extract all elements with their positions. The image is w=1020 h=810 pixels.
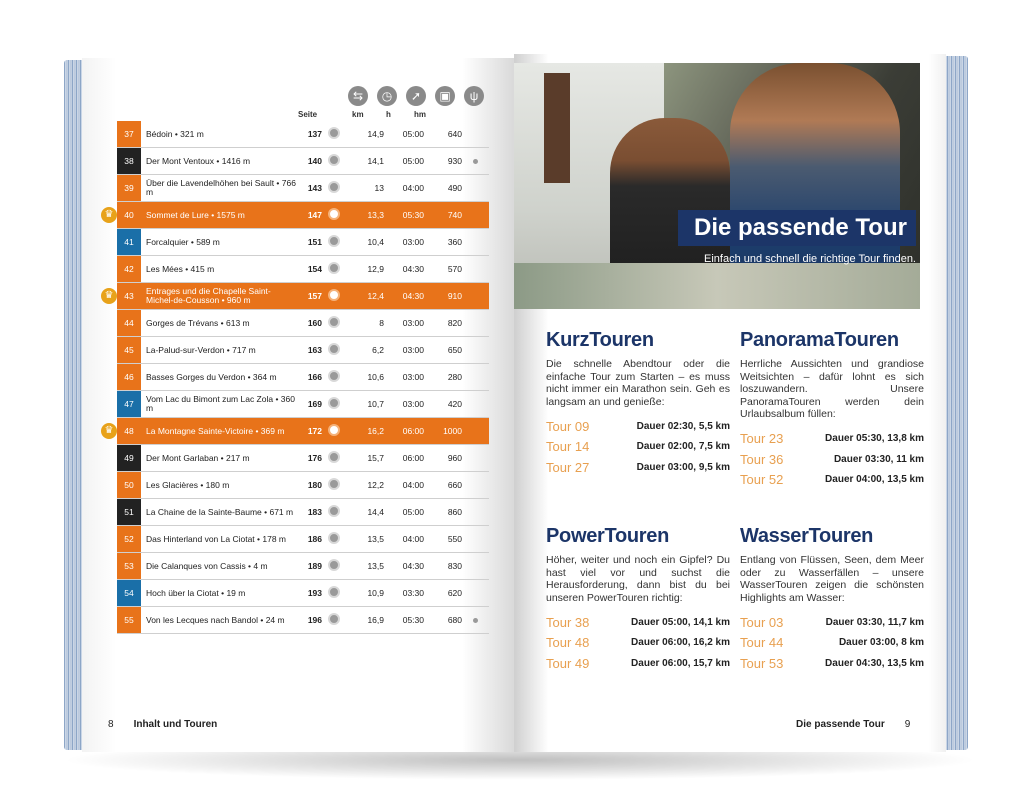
tour-elevation: 620 bbox=[424, 580, 462, 607]
tour-hours: 04:00 bbox=[384, 175, 424, 202]
route-icon bbox=[322, 202, 346, 229]
section-title: WasserTouren bbox=[740, 525, 874, 547]
tour-km: 15,7 bbox=[346, 445, 384, 472]
cutlery-icon: ψ bbox=[464, 86, 484, 106]
tour-name: Gorges de Trévans • 613 m bbox=[141, 310, 296, 337]
footer-left bbox=[108, 719, 217, 730]
tour-item[interactable] bbox=[546, 457, 730, 478]
section-powertouren bbox=[546, 525, 730, 674]
route-icon bbox=[328, 532, 340, 544]
tour-list bbox=[740, 612, 924, 674]
header-icons bbox=[348, 86, 484, 108]
route-icon bbox=[328, 370, 340, 382]
extra-marker bbox=[462, 445, 489, 472]
route-icon bbox=[328, 586, 340, 598]
tour-number: 46 bbox=[117, 364, 141, 391]
tour-hours: 03:00 bbox=[384, 391, 424, 418]
route-icon bbox=[328, 181, 340, 193]
route-icon bbox=[322, 310, 346, 337]
tour-hours: 03:00 bbox=[384, 364, 424, 391]
footer-title-right: Die passende Tour bbox=[796, 719, 885, 730]
tour-duration: Dauer 05:00, 14,1 km bbox=[631, 616, 730, 628]
tour-elevation: 740 bbox=[424, 202, 462, 229]
route-icon bbox=[322, 445, 346, 472]
section-text: Höher, weiter und noch ein Gipfel? Du hast viel vor und suchst die Herausforderung, dann bist du bei unseren PowerTouren richtig: bbox=[546, 554, 730, 604]
section-title: PanoramaTouren bbox=[740, 329, 899, 351]
tour-row[interactable] bbox=[117, 337, 489, 364]
tour-elevation: 860 bbox=[424, 499, 462, 526]
tour-row[interactable] bbox=[117, 607, 489, 634]
route-icon bbox=[328, 343, 340, 355]
tour-duration: Dauer 02:30, 5,5 km bbox=[636, 420, 730, 432]
tour-elevation: 680 bbox=[424, 607, 462, 634]
tour-list bbox=[546, 612, 730, 674]
extra-marker bbox=[462, 148, 489, 175]
tour-row[interactable] bbox=[117, 499, 489, 526]
tour-hours: 05:30 bbox=[384, 202, 424, 229]
tour-km: 14,1 bbox=[346, 148, 384, 175]
tour-item[interactable] bbox=[546, 612, 730, 633]
tour-link[interactable]: Tour 53 bbox=[740, 655, 784, 671]
tour-number: 45 bbox=[117, 337, 141, 364]
route-icon bbox=[322, 256, 346, 283]
tour-duration: Dauer 04:00, 13,5 km bbox=[825, 474, 924, 486]
tour-page: 143 bbox=[296, 175, 322, 202]
tour-duration: Dauer 03:00, 8 km bbox=[838, 637, 924, 649]
tour-page: 147 bbox=[296, 202, 322, 229]
tour-name: Bédoin • 321 m bbox=[141, 121, 296, 148]
tour-row[interactable] bbox=[117, 391, 489, 418]
tour-name: Entrages und die Chapelle Saint-Michel-de-Cousson • 960 m bbox=[141, 283, 296, 310]
tour-hours: 05:00 bbox=[384, 499, 424, 526]
route-icon bbox=[328, 262, 340, 274]
tour-page: 160 bbox=[296, 310, 322, 337]
route-icon bbox=[322, 418, 346, 445]
tour-elevation: 820 bbox=[424, 310, 462, 337]
tour-name: La Montagne Sainte-Victoire • 369 m bbox=[141, 418, 296, 445]
bus-icon: ▣ bbox=[435, 86, 455, 106]
extra-marker bbox=[462, 310, 489, 337]
tour-item[interactable] bbox=[546, 437, 730, 458]
tour-row[interactable] bbox=[117, 229, 489, 256]
tour-row[interactable] bbox=[117, 175, 489, 202]
route-icon bbox=[328, 208, 340, 220]
tour-page: 169 bbox=[296, 391, 322, 418]
extra-marker bbox=[462, 553, 489, 580]
tour-elevation: 360 bbox=[424, 229, 462, 256]
page-number-right: 9 bbox=[904, 719, 911, 730]
tour-elevation: 960 bbox=[424, 445, 462, 472]
hero-photo bbox=[514, 63, 920, 309]
photo-shutter bbox=[544, 73, 570, 183]
tour-name: Das Hinterland von La Ciotat • 178 m bbox=[141, 526, 296, 553]
tour-number: 51 bbox=[117, 499, 141, 526]
tour-row[interactable] bbox=[117, 121, 489, 148]
tour-item[interactable] bbox=[546, 653, 730, 674]
tour-page: 137 bbox=[296, 121, 322, 148]
extra-marker bbox=[462, 607, 489, 634]
tour-row[interactable] bbox=[117, 418, 489, 445]
route-icon bbox=[322, 175, 346, 202]
banner-title: Die passende Tour bbox=[678, 210, 916, 246]
route-icon bbox=[322, 607, 346, 634]
tour-elevation: 650 bbox=[424, 337, 462, 364]
section-text: Entlang von Flüssen, Seen, dem Meer oder zu Wasserfällen – unsere WasserTouren zeigen die schönsten Highlights am Wasser: bbox=[740, 554, 924, 604]
route-icon bbox=[322, 337, 346, 364]
tour-number: 40 bbox=[117, 202, 141, 229]
tour-hours: 06:00 bbox=[384, 445, 424, 472]
route-icon bbox=[328, 505, 340, 517]
tour-name: Der Mont Garlaban • 217 m bbox=[141, 445, 296, 472]
tour-hours: 03:30 bbox=[384, 580, 424, 607]
route-icon bbox=[328, 154, 340, 166]
tour-number: 49 bbox=[117, 445, 141, 472]
tour-link[interactable]: Tour 52 bbox=[740, 472, 784, 488]
route-icon bbox=[322, 553, 346, 580]
tour-page: 183 bbox=[296, 499, 322, 526]
tour-link[interactable]: Tour 49 bbox=[546, 655, 590, 671]
route-icon bbox=[328, 451, 340, 463]
section-kurztouren bbox=[546, 329, 730, 478]
tour-elevation: 640 bbox=[424, 121, 462, 148]
col-header-km: km bbox=[352, 110, 364, 119]
route-icon bbox=[322, 580, 346, 607]
tour-link[interactable]: Tour 23 bbox=[740, 431, 784, 447]
extra-marker bbox=[462, 580, 489, 607]
tour-km: 10,4 bbox=[346, 229, 384, 256]
tour-hours: 05:30 bbox=[384, 607, 424, 634]
tour-row[interactable] bbox=[117, 283, 489, 310]
tour-number: 54 bbox=[117, 580, 141, 607]
tour-row[interactable] bbox=[117, 256, 489, 283]
extra-marker bbox=[462, 283, 489, 310]
tour-row[interactable] bbox=[117, 526, 489, 553]
tour-item[interactable] bbox=[740, 653, 924, 674]
tour-elevation: 280 bbox=[424, 364, 462, 391]
route-icon bbox=[328, 559, 340, 571]
route-icon bbox=[328, 478, 340, 490]
tour-duration: Dauer 03:30, 11,7 km bbox=[825, 616, 924, 628]
tour-hours: 03:00 bbox=[384, 310, 424, 337]
tour-name: Basses Gorges du Verdon • 364 m bbox=[141, 364, 296, 391]
page-number-left: 8 bbox=[108, 719, 114, 730]
tour-number: 47 bbox=[117, 391, 141, 418]
tour-number: 55 bbox=[117, 607, 141, 634]
tour-name: La Chaine de la Sainte-Baume • 671 m bbox=[141, 499, 296, 526]
tour-elevation: 910 bbox=[424, 283, 462, 310]
tour-km: 10,6 bbox=[346, 364, 384, 391]
tour-duration: Dauer 05:30, 13,8 km bbox=[825, 433, 924, 445]
section-panoramatouren bbox=[740, 329, 924, 490]
tour-page: 172 bbox=[296, 418, 322, 445]
tour-page: 140 bbox=[296, 148, 322, 175]
footer-title-left: Inhalt und Touren bbox=[133, 719, 218, 730]
tour-link[interactable]: Tour 38 bbox=[546, 614, 590, 630]
tour-name: Über die Lavendelhöhen bei Sault • 766 m bbox=[141, 175, 296, 202]
tour-number: 53 bbox=[117, 553, 141, 580]
tours-table bbox=[117, 121, 489, 634]
tour-number: 50 bbox=[117, 472, 141, 499]
book-edge-right bbox=[944, 56, 968, 750]
route-icon bbox=[322, 472, 346, 499]
extra-marker bbox=[462, 229, 489, 256]
route-icon bbox=[328, 424, 340, 436]
tour-hours: 04:30 bbox=[384, 283, 424, 310]
tour-km: 13,5 bbox=[346, 526, 384, 553]
tour-item[interactable] bbox=[740, 449, 924, 470]
route-icon bbox=[328, 127, 340, 139]
tour-name: Forcalquier • 589 m bbox=[141, 229, 296, 256]
tour-link[interactable]: Tour 27 bbox=[546, 459, 590, 475]
tour-page: 189 bbox=[296, 553, 322, 580]
col-header-h: h bbox=[386, 110, 391, 119]
tour-name: Der Mont Ventoux • 1416 m bbox=[141, 148, 296, 175]
route-icon bbox=[328, 289, 340, 301]
tour-page: 180 bbox=[296, 472, 322, 499]
tour-name: Les Mées • 415 m bbox=[141, 256, 296, 283]
tour-page: 154 bbox=[296, 256, 322, 283]
footer-right bbox=[796, 719, 910, 730]
tour-number: 39 bbox=[117, 175, 141, 202]
tour-duration: Dauer 03:00, 9,5 km bbox=[636, 461, 730, 473]
route-icon bbox=[322, 499, 346, 526]
tour-page: 157 bbox=[296, 283, 322, 310]
tour-km: 16,9 bbox=[346, 607, 384, 634]
tour-number: 44 bbox=[117, 310, 141, 337]
tour-hours: 04:30 bbox=[384, 256, 424, 283]
tour-link[interactable]: Tour 09 bbox=[546, 418, 590, 434]
tour-hours: 05:00 bbox=[384, 121, 424, 148]
tour-number: 38 bbox=[117, 148, 141, 175]
extra-marker bbox=[462, 121, 489, 148]
banner-subtitle: Einfach und schnell die richtige Tour finden. bbox=[704, 253, 916, 265]
tour-hours: 04:30 bbox=[384, 553, 424, 580]
section-title: KurzTouren bbox=[546, 329, 654, 351]
crown-icon: ♛ bbox=[101, 423, 117, 439]
tour-hours: 04:00 bbox=[384, 526, 424, 553]
tour-elevation: 420 bbox=[424, 391, 462, 418]
extra-marker bbox=[462, 175, 489, 202]
tour-number: 41 bbox=[117, 229, 141, 256]
route-icon bbox=[322, 364, 346, 391]
tour-link[interactable]: Tour 14 bbox=[546, 439, 590, 455]
tour-km: 10,9 bbox=[346, 580, 384, 607]
tour-list bbox=[740, 429, 924, 491]
tour-elevation: 1000 bbox=[424, 418, 462, 445]
route-icon bbox=[328, 397, 340, 409]
tour-row[interactable] bbox=[117, 445, 489, 472]
tour-page: 186 bbox=[296, 526, 322, 553]
extra-marker bbox=[462, 526, 489, 553]
extra-marker bbox=[462, 418, 489, 445]
extra-marker bbox=[462, 337, 489, 364]
tour-elevation: 830 bbox=[424, 553, 462, 580]
tour-km: 8 bbox=[346, 310, 384, 337]
tour-km: 6,2 bbox=[346, 337, 384, 364]
section-text: Herrliche Aussichten und grandiose Weitsichten – dafür lohnt es sich loszuwandern. Unsere PanoramaTouren werden dein Urlaubsalbum füllen: bbox=[740, 358, 924, 420]
tour-name: Von les Lecques nach Bandol • 24 m bbox=[141, 607, 296, 634]
col-header-hm: hm bbox=[414, 110, 426, 119]
route-icon bbox=[328, 235, 340, 247]
tour-number: 52 bbox=[117, 526, 141, 553]
extra-marker bbox=[462, 364, 489, 391]
tour-number: 42 bbox=[117, 256, 141, 283]
tour-km: 12,2 bbox=[346, 472, 384, 499]
tour-row[interactable] bbox=[117, 148, 489, 175]
extra-dot-icon bbox=[473, 159, 478, 164]
signpost-icon: ⇆ bbox=[348, 86, 368, 106]
tour-page: 176 bbox=[296, 445, 322, 472]
col-header-seite: Seite bbox=[298, 110, 318, 119]
tour-item[interactable] bbox=[546, 633, 730, 654]
clock-icon: ◷ bbox=[377, 86, 397, 106]
route-icon bbox=[328, 316, 340, 328]
tour-name: Vom Lac du Bimont zum Lac Zola • 360 m bbox=[141, 391, 296, 418]
tour-elevation: 660 bbox=[424, 472, 462, 499]
section-title: PowerTouren bbox=[546, 525, 670, 547]
tour-km: 13,3 bbox=[346, 202, 384, 229]
tour-hours: 05:00 bbox=[384, 148, 424, 175]
tour-page: 151 bbox=[296, 229, 322, 256]
crown-icon: ♛ bbox=[101, 288, 117, 304]
tour-number: 43 bbox=[117, 283, 141, 310]
tour-km: 12,9 bbox=[346, 256, 384, 283]
tour-km: 13,5 bbox=[346, 553, 384, 580]
extra-marker bbox=[462, 472, 489, 499]
tour-number: 48 bbox=[117, 418, 141, 445]
tour-link[interactable]: Tour 48 bbox=[546, 635, 590, 651]
tour-hours: 06:00 bbox=[384, 418, 424, 445]
tour-page: 166 bbox=[296, 364, 322, 391]
tour-hours: 04:00 bbox=[384, 472, 424, 499]
extra-marker bbox=[462, 256, 489, 283]
tour-page: 163 bbox=[296, 337, 322, 364]
extra-dot-icon bbox=[473, 618, 478, 623]
tour-duration: Dauer 02:00, 7,5 km bbox=[636, 441, 730, 453]
extra-marker bbox=[462, 391, 489, 418]
route-icon bbox=[322, 148, 346, 175]
tour-list bbox=[546, 416, 730, 478]
extra-marker bbox=[462, 499, 489, 526]
tour-km: 14,9 bbox=[346, 121, 384, 148]
route-icon bbox=[322, 229, 346, 256]
section-text: Die schnelle Abendtour oder die einfache Tour zum Starten – es muss nicht immer ein Marathon sein. Geh es langsam an und genieße: bbox=[546, 358, 730, 408]
route-icon bbox=[322, 283, 346, 310]
tour-duration: Dauer 06:00, 15,7 km bbox=[631, 657, 730, 669]
photo-map bbox=[514, 263, 920, 309]
tour-item[interactable] bbox=[546, 416, 730, 437]
tour-duration: Dauer 04:30, 13,5 km bbox=[825, 657, 924, 669]
tour-link[interactable]: Tour 44 bbox=[740, 635, 784, 651]
tour-hours: 03:00 bbox=[384, 337, 424, 364]
tour-name: La-Palud-sur-Verdon • 717 m bbox=[141, 337, 296, 364]
tour-duration: Dauer 06:00, 16,2 km bbox=[631, 637, 730, 649]
tour-page: 196 bbox=[296, 607, 322, 634]
tour-page: 193 bbox=[296, 580, 322, 607]
tour-row[interactable] bbox=[117, 553, 489, 580]
tour-km: 10,7 bbox=[346, 391, 384, 418]
tour-elevation: 570 bbox=[424, 256, 462, 283]
route-icon bbox=[322, 121, 346, 148]
tour-link[interactable]: Tour 03 bbox=[740, 614, 784, 630]
tour-name: Les Glacières • 180 m bbox=[141, 472, 296, 499]
route-icon bbox=[328, 613, 340, 625]
tour-km: 14,4 bbox=[346, 499, 384, 526]
tour-link[interactable]: Tour 36 bbox=[740, 451, 784, 467]
tour-row[interactable] bbox=[117, 202, 489, 229]
route-icon bbox=[322, 526, 346, 553]
tour-number: 37 bbox=[117, 121, 141, 148]
tour-km: 12,4 bbox=[346, 283, 384, 310]
tour-name: Die Calanques von Cassis • 4 m bbox=[141, 553, 296, 580]
tour-item[interactable] bbox=[740, 612, 924, 633]
tour-elevation: 550 bbox=[424, 526, 462, 553]
tour-name: Hoch über la Ciotat • 19 m bbox=[141, 580, 296, 607]
tour-elevation: 490 bbox=[424, 175, 462, 202]
extra-marker bbox=[462, 202, 489, 229]
tour-elevation: 930 bbox=[424, 148, 462, 175]
tour-row[interactable] bbox=[117, 472, 489, 499]
tour-name: Sommet de Lure • 1575 m bbox=[141, 202, 296, 229]
tour-row[interactable] bbox=[117, 310, 489, 337]
tour-duration: Dauer 03:30, 11 km bbox=[833, 453, 924, 465]
tour-km: 13 bbox=[346, 175, 384, 202]
section-wassertouren bbox=[740, 525, 924, 674]
tour-item[interactable] bbox=[740, 429, 924, 450]
tour-item[interactable] bbox=[740, 470, 924, 491]
tour-row[interactable] bbox=[117, 580, 489, 607]
tour-row[interactable] bbox=[117, 364, 489, 391]
crown-icon: ♛ bbox=[101, 207, 117, 223]
tour-hours: 03:00 bbox=[384, 229, 424, 256]
compass-icon: ➚ bbox=[406, 86, 426, 106]
tour-item[interactable] bbox=[740, 633, 924, 654]
tour-km: 16,2 bbox=[346, 418, 384, 445]
route-icon bbox=[322, 391, 346, 418]
